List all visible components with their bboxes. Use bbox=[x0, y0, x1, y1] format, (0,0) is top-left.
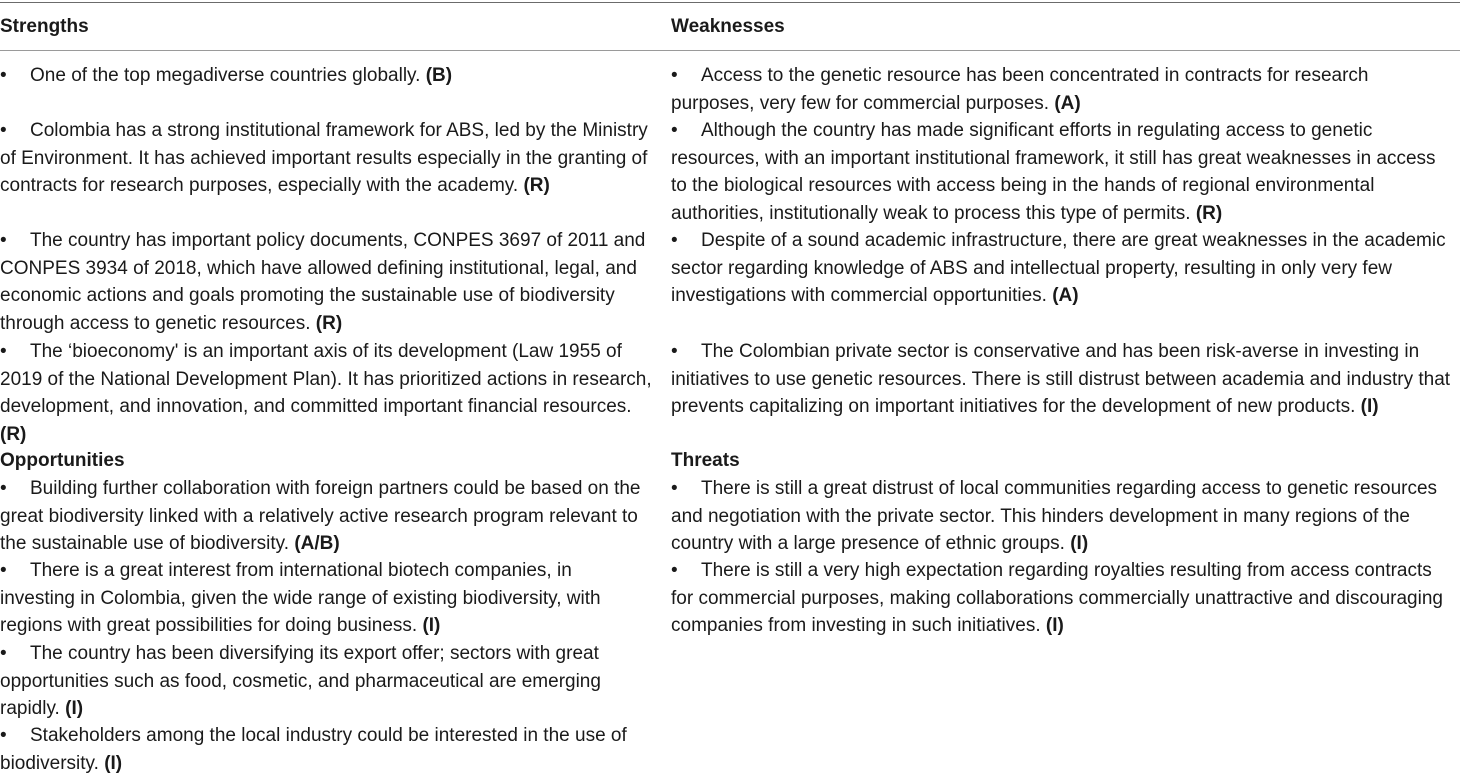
item-tag: (I) bbox=[1360, 396, 1379, 417]
opportunity-item: • There is a great interest from international biotech companies, in investing in Colombia, given the wide range of existing biodiversity, with regions with great possibilities for doing business. (I) bbox=[0, 557, 652, 640]
header-strengths: Strengths bbox=[0, 16, 89, 37]
item-tag: (A) bbox=[1052, 285, 1079, 306]
header-threats: Threats bbox=[671, 450, 740, 471]
opportunity-item: • The country has been diversifying its export offer; sectors with great opportunities such as food, cosmetic, and pharmaceutical are emerging rapidly. (I) bbox=[0, 640, 652, 723]
weakness-item: • Despite of a sound academic infrastructure, there are great weaknesses in the academic sector regarding knowledge of ABS and intellectual property, resulting in only very few investigations with commercial opportunities. (A) bbox=[671, 227, 1451, 310]
threat-item: • There is still a great distrust of local communities regarding access to genetic resources and negotiation with the private sector. This hinders development in many regions of the country with a large presence of ethnic groups. (I) bbox=[671, 475, 1451, 558]
header-opportunities: Opportunities bbox=[0, 450, 125, 471]
opportunity-item: • Building further collaboration with foreign partners could be based on the great biodiversity linked with a relatively active research program relevant to the sustainable use of biodiversity. (A/B) bbox=[0, 475, 652, 558]
bullet: • bbox=[0, 65, 7, 86]
header-rule bbox=[0, 50, 1460, 51]
weakness-item: • The Colombian private sector is conservative and has been risk-averse in investing in initiatives to use genetic resources. There is still distrust between academia and industry that prevents capitalizing on important initiatives for the development of new products. (I) bbox=[671, 338, 1451, 421]
item-tag: (R) bbox=[315, 312, 343, 334]
bullet: • bbox=[671, 65, 678, 86]
item-tag: (I) bbox=[1070, 533, 1089, 554]
bullet: • bbox=[0, 230, 7, 251]
item-tag: (I) bbox=[65, 698, 84, 719]
bullet: • bbox=[0, 560, 7, 581]
item-tag: (R) bbox=[1195, 202, 1223, 224]
opportunity-item: • Stakeholders among the local industry could be interested in the use of biodiversity. (I) bbox=[0, 722, 652, 777]
table-top-rule bbox=[0, 2, 1460, 3]
bullet: • bbox=[671, 560, 678, 581]
header-weaknesses: Weaknesses bbox=[671, 16, 785, 37]
bullet: • bbox=[0, 725, 7, 746]
weakness-item: • Access to the genetic resource has been concentrated in contracts for research purposes, very few for commercial purposes. (A) bbox=[671, 62, 1451, 117]
bullet: • bbox=[0, 120, 7, 141]
strength-item: • Colombia has a strong institutional framework for ABS, led by the Ministry of Environment. It has achieved important results especially in the granting of contracts for research purposes, especially with the academy. (R) bbox=[0, 117, 652, 200]
bullet: • bbox=[0, 478, 7, 499]
item-tag: (A) bbox=[1054, 92, 1081, 114]
bullet: • bbox=[671, 478, 678, 499]
item-tag: (I) bbox=[1045, 615, 1064, 636]
strength-item: • The country has important policy documents, CONPES 3697 of 2011 and CONPES 3934 of 2018, which have allowed defining institutional, legal, and economic actions and goals promoting the sustainable use of biodiversity through access to genetic resources. (R) bbox=[0, 227, 652, 337]
item-tag: (I) bbox=[422, 615, 441, 636]
item-tag: (A/B) bbox=[294, 533, 340, 554]
item-tag: (I) bbox=[104, 752, 123, 774]
strength-item: • One of the top megadiverse countries globally. (B) bbox=[0, 62, 652, 90]
bullet: • bbox=[671, 230, 678, 251]
bullet: • bbox=[0, 341, 7, 362]
bullet: • bbox=[671, 341, 678, 362]
threat-item: • There is still a very high expectation regarding royalties resulting from access contracts for commercial purposes, making collaborations commercially unattractive and discouraging companies from investing in such initiatives. (I) bbox=[671, 557, 1451, 640]
item-tag: (R) bbox=[523, 175, 550, 196]
item-tag: (R) bbox=[0, 423, 27, 445]
bullet: • bbox=[0, 643, 7, 664]
strength-item: • The ‘bioeconomy' is an important axis of its development (Law 1955 of 2019 of the National Development Plan). It has prioritized actions in research, development, and innovation, and committed important financial resources. (R) bbox=[0, 338, 652, 448]
item-tag: (B) bbox=[425, 65, 453, 86]
bullet: • bbox=[671, 120, 678, 141]
weakness-item: • Although the country has made significant efforts in regulating access to genetic resources, with an important institutional framework, it still has great weaknesses in access to the biological resources with access being in the hands of regional environmental authorities, institutionally weak to process this type of permits. (R) bbox=[671, 117, 1451, 227]
